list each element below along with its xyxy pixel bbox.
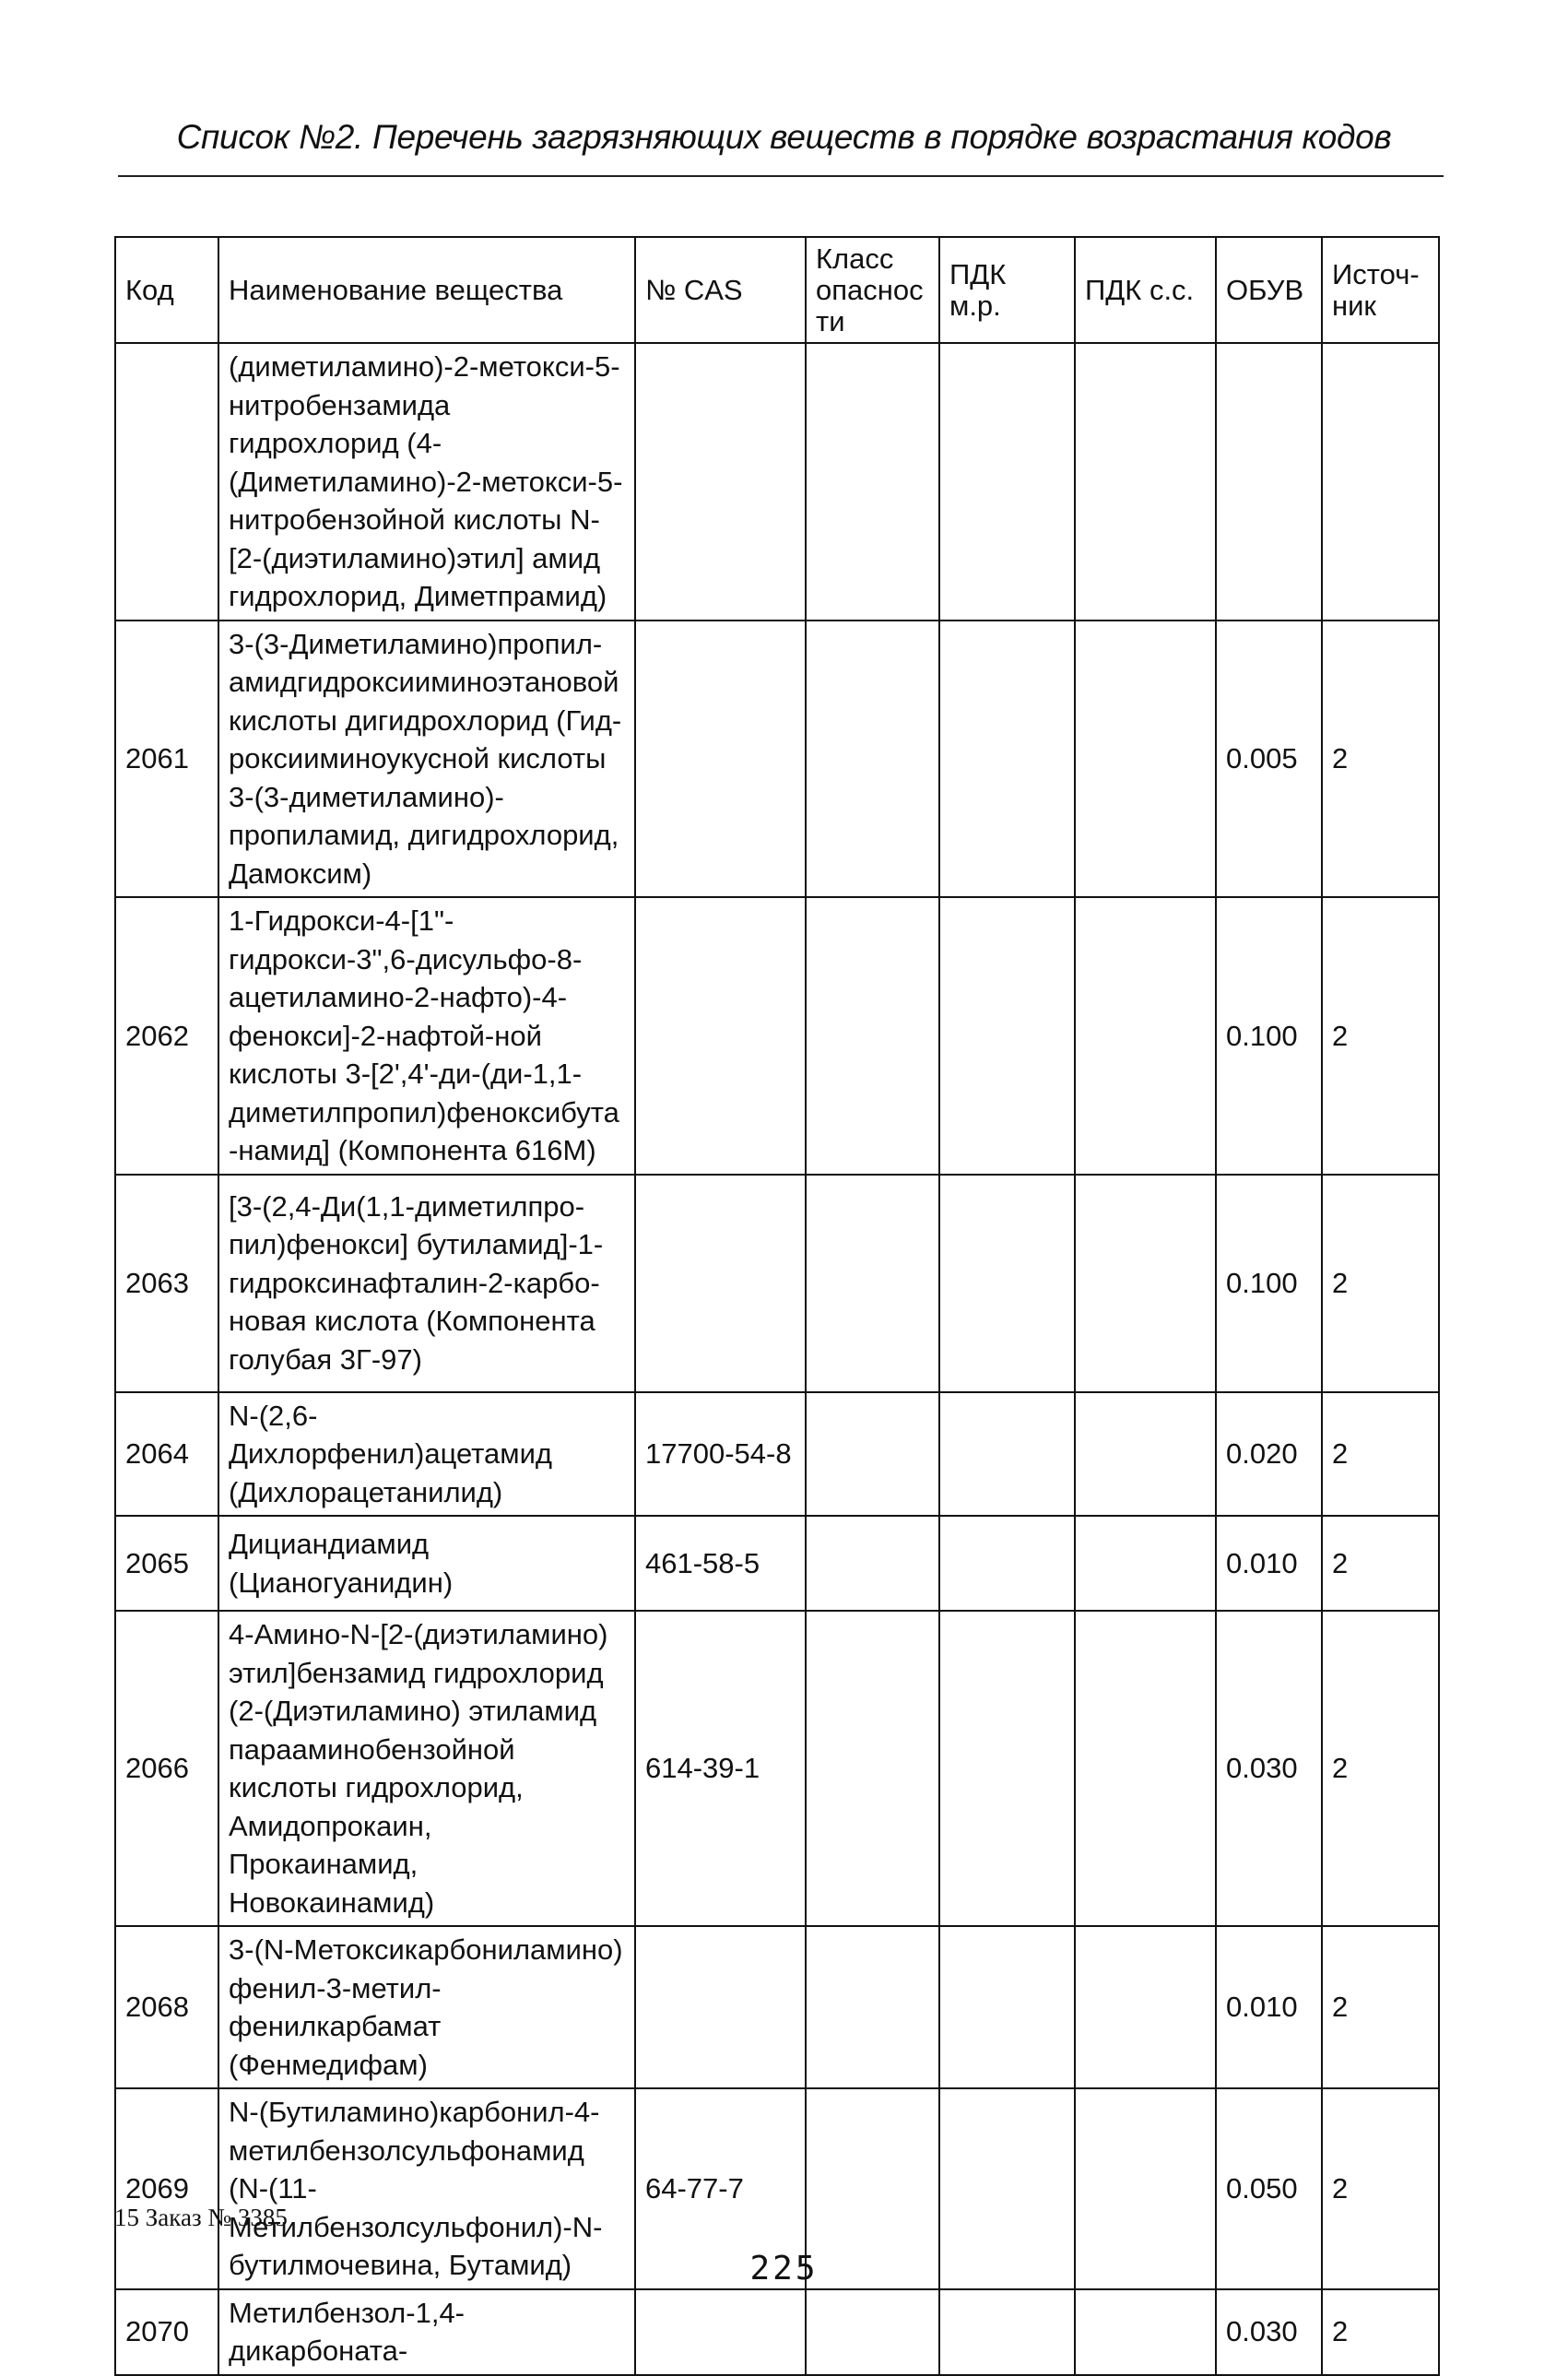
cell-code: 2064 — [115, 1392, 218, 1517]
column-header-cas: № CAS — [635, 237, 806, 343]
cell-code: 2065 — [115, 1516, 218, 1611]
cell-cas — [635, 1926, 806, 2088]
column-header-code: Код — [115, 237, 218, 343]
column-header-pdk-mr: ПДК м.р. — [939, 237, 1075, 343]
cell-code: 2070 — [115, 2289, 218, 2375]
cell-hazard — [806, 1926, 939, 2088]
cell-obuv: 0.020 — [1216, 1392, 1322, 1517]
cell-hazard — [806, 621, 939, 898]
cell-hazard — [806, 2289, 939, 2375]
cell-code — [115, 343, 218, 621]
cell-hazard — [806, 343, 939, 621]
cell-code: 2062 — [115, 897, 218, 1175]
cell-obuv — [1216, 343, 1322, 621]
cell-name: 1-Гидрокси-4-[1"-гидрокси-3",6-дисульфо-8-ацетиламино-2-нафто)-4-фенокси]-2-нафтой-ной кислоты 3-[2',4'-ди-(ди-1,1-диметилпропил)феноксибута-намид] (Компонента 616М) — [218, 897, 635, 1175]
table-row — [115, 343, 1439, 621]
column-header-obuv: ОБУВ — [1216, 237, 1322, 343]
cell-cas — [635, 1175, 806, 1392]
cell-source: 2 — [1322, 2289, 1439, 2375]
cell-cas — [635, 897, 806, 1175]
cell-pdk-mr — [939, 1175, 1075, 1392]
cell-source: 2 — [1322, 1516, 1439, 1611]
cell-pdk-mr — [939, 621, 1075, 898]
cell-pdk-ss — [1075, 1611, 1216, 1926]
table-row — [115, 1516, 1439, 1611]
cell-code: 2066 — [115, 1611, 218, 1926]
cell-pdk-mr — [939, 1392, 1075, 1517]
cell-cas — [635, 2289, 806, 2375]
cell-pdk-mr — [939, 1926, 1075, 2088]
cell-obuv: 0.100 — [1216, 1175, 1322, 1392]
cell-source: 2 — [1322, 1175, 1439, 1392]
cell-pdk-ss — [1075, 1392, 1216, 1517]
cell-name: 4-Амино-N-[2-(диэтиламино) этил]бензамид гидрохлорид (2-(Диэтиламино) этиламид парааминобензойной кислоты гидрохлорид, Амидопрокаин, Прокаинамид, Новокаинамид) — [218, 1611, 635, 1926]
cell-code: 2069 — [115, 2088, 218, 2289]
page-header-title: Список №2. Перечень загрязняющих веществ в порядке возрастания кодов — [176, 118, 1392, 156]
page-number: 225 — [749, 2250, 819, 2287]
cell-name: [3-(2,4-Ди(1,1-диметилпро-пил)фенокси] бутиламид]-1-гидроксинафталин-2-карбо-новая кислота (Компонента голубая 3Г-97) — [218, 1175, 635, 1392]
cell-obuv: 0.010 — [1216, 1926, 1322, 2088]
table-row — [115, 1611, 1439, 1926]
cell-pdk-mr — [939, 343, 1075, 621]
cell-source: 2 — [1322, 621, 1439, 898]
cell-hazard — [806, 1516, 939, 1611]
cell-cas — [635, 343, 806, 621]
cell-pdk-mr — [939, 897, 1075, 1175]
cell-code: 2063 — [115, 1175, 218, 1392]
cell-pdk-ss — [1075, 343, 1216, 621]
cell-pdk-ss — [1075, 897, 1216, 1175]
table-row — [115, 1175, 1439, 1392]
column-header-pdk-ss: ПДК с.с. — [1075, 237, 1216, 343]
cell-cas: 64-77-7 — [635, 2088, 806, 2289]
table-row — [115, 621, 1439, 898]
cell-hazard — [806, 1175, 939, 1392]
cell-code: 2061 — [115, 621, 218, 898]
table-row — [115, 1392, 1439, 1517]
footer-order-number: 15 Заказ № 3385 — [114, 2204, 288, 2231]
table-row — [115, 897, 1439, 1175]
cell-pdk-mr — [939, 1611, 1075, 1926]
cell-pdk-ss — [1075, 1926, 1216, 2088]
table-header-row — [115, 237, 1439, 343]
cell-obuv: 0.100 — [1216, 897, 1322, 1175]
cell-source: 2 — [1322, 1392, 1439, 1517]
cell-code: 2068 — [115, 1926, 218, 2088]
cell-cas: 614-39-1 — [635, 1611, 806, 1926]
cell-obuv: 0.010 — [1216, 1516, 1322, 1611]
cell-pdk-ss — [1075, 1516, 1216, 1611]
column-header-name: Наименование вещества — [218, 237, 635, 343]
cell-obuv: 0.030 — [1216, 1611, 1322, 1926]
cell-hazard — [806, 897, 939, 1175]
cell-source: 2 — [1322, 1611, 1439, 1926]
cell-pdk-ss — [1075, 621, 1216, 898]
table-row — [115, 1926, 1439, 2088]
header-rule — [118, 175, 1444, 177]
cell-pdk-mr — [939, 1516, 1075, 1611]
cell-cas: 461-58-5 — [635, 1516, 806, 1611]
substances-table — [114, 236, 1440, 2376]
cell-name: 3-(N-Метоксикарбониламино) фенил-3-метил-фенилкарбамат (Фенмедифам) — [218, 1926, 635, 2088]
cell-name: N-(Бутиламино)карбонил-4-метилбензолсульфонамид (N-(11-Метилбензолсульфонил)-N-бутилмочевина, Бутамид) — [218, 2088, 635, 2289]
column-header-source: Источ-ник — [1322, 237, 1439, 343]
cell-pdk-ss — [1075, 1175, 1216, 1392]
cell-pdk-mr — [939, 2289, 1075, 2375]
cell-source: 2 — [1322, 1926, 1439, 2088]
cell-name: 3-(3-Диметиламино)пропил-амидгидроксииминоэтановой кислоты дигидрохлорид (Гид-роксииминоукусной кислоты 3-(3-диметиламино)-пропиламид, дигидрохлорид, Дамоксим) — [218, 621, 635, 898]
cell-name: (диметиламино)-2-метокси-5-нитробензамида гидрохлорид (4-(Диметиламино)-2-метокси-5-нитробензойной кислоты N-[2-(диэтиламино)этил] амид гидрохлорид, Диметпрамид) — [218, 343, 635, 621]
cell-name: Метилбензол-1,4-дикарбоната- — [218, 2289, 635, 2375]
cell-hazard — [806, 1392, 939, 1517]
cell-cas: 17700-54-8 — [635, 1392, 806, 1517]
column-header-hazard: Класс опасности — [806, 237, 939, 343]
cell-hazard — [806, 1611, 939, 1926]
cell-cas — [635, 621, 806, 898]
cell-obuv: 0.030 — [1216, 2289, 1322, 2375]
table-row — [115, 2289, 1439, 2375]
cell-source — [1322, 343, 1439, 621]
cell-pdk-ss — [1075, 2289, 1216, 2375]
cell-source: 2 — [1322, 897, 1439, 1175]
cell-source: 2 — [1322, 2088, 1439, 2289]
cell-name: Дициандиамид (Цианогуанидин) — [218, 1516, 635, 1611]
cell-obuv: 0.005 — [1216, 621, 1322, 898]
cell-name: N-(2,6-Дихлорфенил)ацетамид (Дихлорацетанилид) — [218, 1392, 635, 1517]
cell-obuv: 0.050 — [1216, 2088, 1322, 2289]
